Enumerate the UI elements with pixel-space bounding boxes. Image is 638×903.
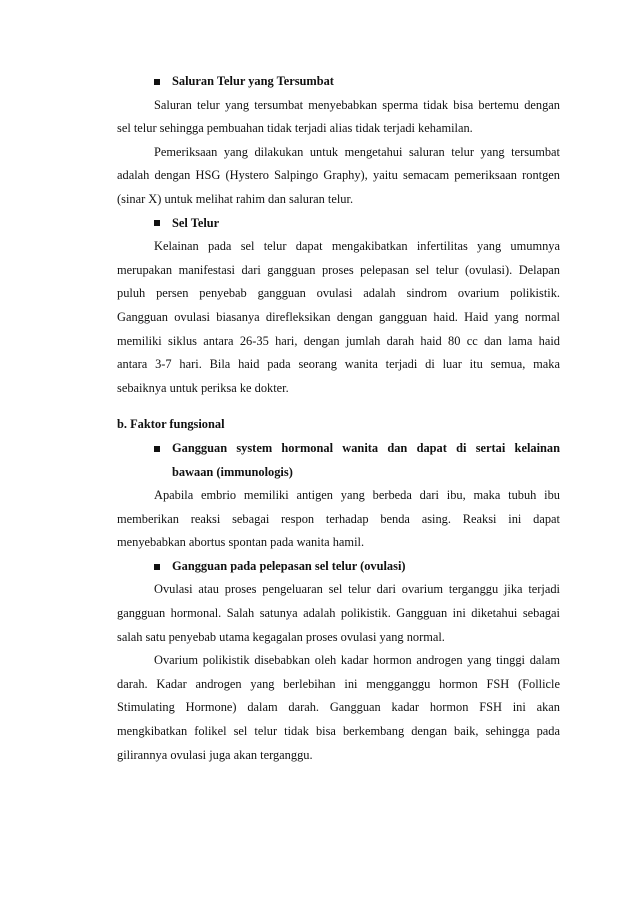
bullet-heading-saluran-telur bbox=[117, 70, 560, 94]
paragraph-line: memiliki siklus antara 26-35 hari, dengan jumlah darah haid 80 cc dan lama haid bbox=[117, 333, 560, 348]
paragraph-line: Stimulating Hormone) dalam darah. Gangguan kadar hormon FSH ini akan bbox=[117, 700, 560, 715]
paragraph-line: sel telur sehingga pembuahan tidak terjadi alias tidak terjadi kehamilan. bbox=[117, 121, 473, 136]
paragraph-line: Ovarium polikistik disebabkan oleh kadar hormon androgen yang tinggi dalam bbox=[154, 653, 560, 668]
bullet-heading-sel-telur bbox=[117, 212, 560, 236]
paragraph-line: Gangguan ovulasi biasanya direfleksikan dengan gangguan haid. Haid yang normal bbox=[117, 309, 560, 324]
section-heading: b. Faktor fungsional bbox=[117, 417, 225, 432]
paragraph-line: Kelainan pada sel telur dapat mengakibatkan infertilitas yang umumnya bbox=[154, 239, 560, 254]
paragraph-line: Apabila embrio memiliki antigen yang berbeda dari ibu, maka tubuh ibu bbox=[154, 488, 560, 503]
paragraph-line: merupakan manifestasi dari gangguan proses pelepasan sel telur (ovulasi). Delapan bbox=[117, 262, 560, 277]
paragraph-line: darah. Kadar androgen yang berlebihan ini mengganggu hormon FSH (Follicle bbox=[117, 676, 560, 691]
heading-text: Gangguan pada pelepasan sel telur (ovulasi) bbox=[172, 558, 406, 573]
paragraph-line: antara 3-7 hari. Bila haid pada seorang wanita terjadi di luar itu semua, maka bbox=[117, 357, 560, 372]
paragraph-line: Ovulasi atau proses pengeluaran sel telur dari ovarium terganggu jika terjadi bbox=[154, 582, 560, 597]
bullet-heading-hormonal bbox=[117, 437, 560, 461]
heading-continuation: bawaan (immunologis) bbox=[172, 464, 293, 479]
paragraph-line: puluh persen penyebab gangguan ovulasi adalah sindrom ovarium polikistik. bbox=[117, 286, 560, 301]
paragraph-line: gangguan hormonal. Salah satunya adalah polikistik. Gangguan ini diketahui sebagai bbox=[117, 606, 560, 621]
bullet-heading-ovulasi bbox=[117, 555, 560, 579]
paragraph-line: Saluran telur yang tersumbat menyebabkan sperma tidak bisa bertemu dengan bbox=[154, 97, 560, 112]
heading-text: Saluran Telur yang Tersumbat bbox=[172, 74, 334, 88]
paragraph-line: memberikan reaksi sebagai respon terhadap benda asing. Reaksi ini dapat bbox=[117, 511, 560, 526]
square-bullet-icon bbox=[154, 220, 160, 226]
square-bullet-icon bbox=[154, 446, 160, 452]
document-page bbox=[117, 70, 560, 767]
paragraph-line: menyebabkan abortus spontan pada wanita hamil. bbox=[117, 535, 365, 550]
heading-text: Gangguan system hormonal wanita dan dapat di sertai kelainan bbox=[172, 440, 560, 455]
paragraph-line: gilirannya ovulasi juga akan terganggu. bbox=[117, 747, 313, 762]
square-bullet-icon bbox=[154, 79, 160, 85]
paragraph-line: sebaiknya untuk periksa ke dokter. bbox=[117, 380, 289, 395]
paragraph-line: mengkibatkan folikel sel telur tidak bisa berkembang dengan baik, sehingga pada bbox=[117, 724, 560, 739]
paragraph-line: salah satu penyebab utama kegagalan proses ovulasi yang normal. bbox=[117, 629, 445, 644]
heading-text: Sel Telur bbox=[172, 215, 220, 230]
paragraph-line: (sinar X) untuk melihat rahim dan saluran telur. bbox=[117, 191, 354, 206]
paragraph-line: Pemeriksaan yang dilakukan untuk mengetahui saluran telur yang tersumbat bbox=[154, 144, 560, 159]
paragraph-line: adalah dengan HSG (Hystero Salpingo Graphy), yaitu semacam pemeriksaan rontgen bbox=[117, 168, 560, 183]
square-bullet-icon bbox=[154, 564, 160, 570]
